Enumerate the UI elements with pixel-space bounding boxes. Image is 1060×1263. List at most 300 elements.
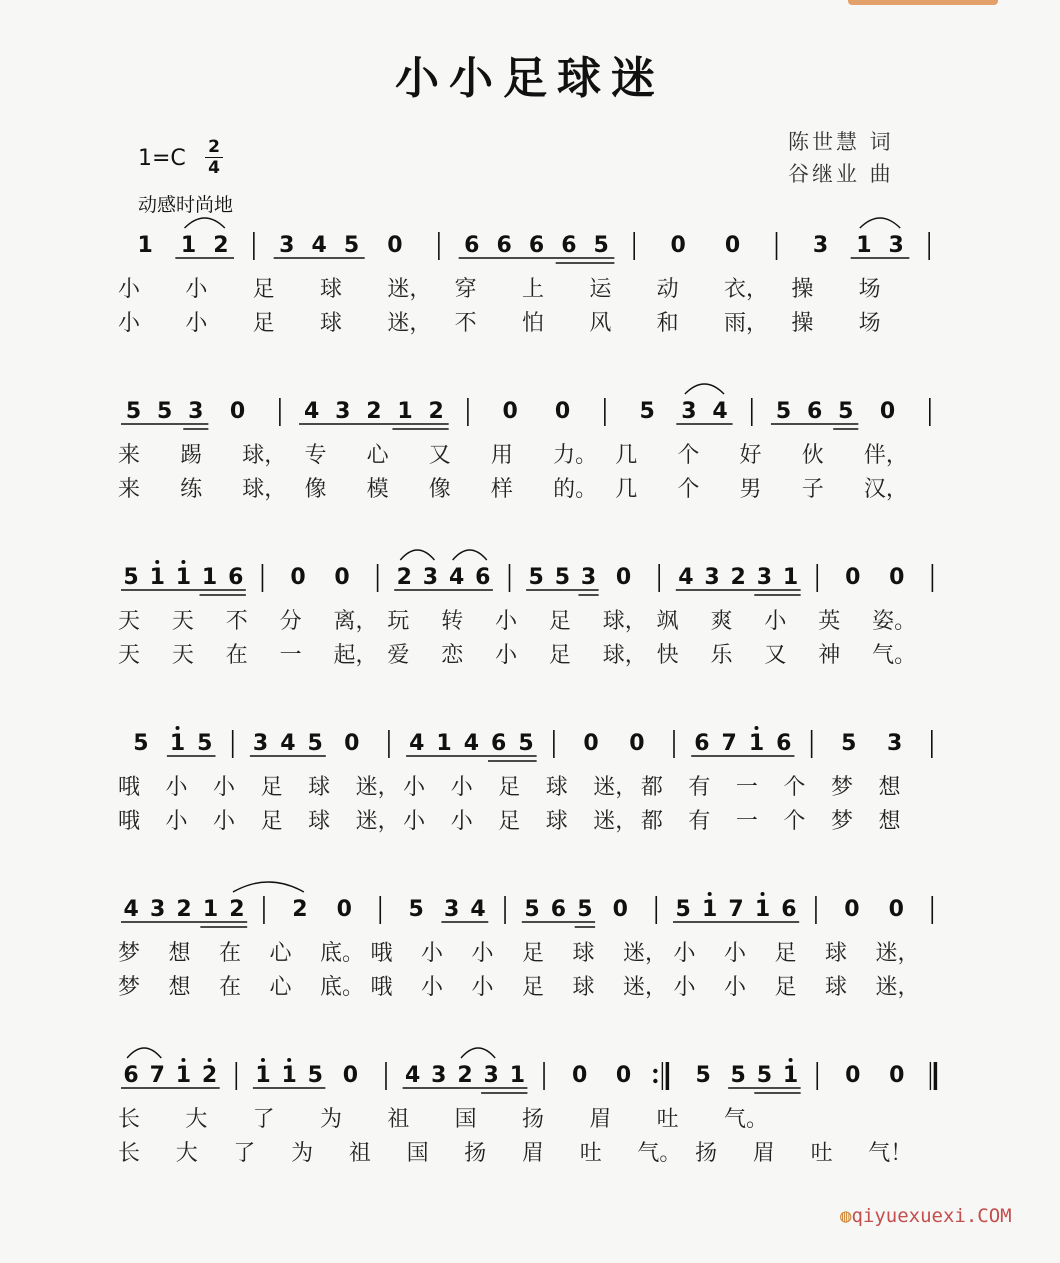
lyric-syllable: 一 <box>735 775 758 800</box>
note: 2 <box>428 399 444 424</box>
note: 2 <box>457 1063 473 1088</box>
note: 6 <box>228 565 244 590</box>
lyric-syllable: 扬 <box>464 1141 487 1166</box>
lyric-syllable: 专 <box>304 443 327 468</box>
lyric-syllable: 眉 <box>522 1141 545 1166</box>
high-octave-dot <box>261 1058 265 1062</box>
note: 2 <box>396 565 412 590</box>
lyric-syllable: 小 <box>185 277 208 302</box>
lyric-syllable: 梦 <box>830 809 853 834</box>
lyric-syllable: 天 <box>171 643 194 668</box>
lyric-syllable: 离， <box>333 609 378 634</box>
lyric-syllable: 球 <box>308 775 331 800</box>
lyric-syllable: 力。 <box>553 443 598 468</box>
lyric-syllable: 为 <box>320 1107 343 1132</box>
lyric-syllable: 操 <box>791 311 814 336</box>
high-octave-dot <box>208 1058 212 1062</box>
note: 1 <box>255 1063 271 1088</box>
lyric-syllable: 几 <box>615 477 638 502</box>
note: 0 <box>889 1063 905 1088</box>
lyric-syllable: 大 <box>175 1141 198 1166</box>
lyric-syllable: 上 <box>522 277 545 302</box>
note: 1 <box>397 399 413 424</box>
note: 2 <box>292 897 308 922</box>
note: 5 <box>593 233 609 258</box>
lyric-syllable: 动 <box>656 277 679 302</box>
lyric-syllable: 祖 <box>387 1107 410 1132</box>
lyric-syllable: 场 <box>858 311 881 336</box>
lyric-syllable: 个 <box>677 477 700 502</box>
note: 4 <box>280 731 296 756</box>
lyric-syllable: 气。 <box>724 1107 769 1132</box>
lyric-syllable: 小 <box>403 809 426 834</box>
lyric-syllable: 好 <box>739 443 762 468</box>
lyric-syllable: 足 <box>252 277 275 302</box>
note: 4 <box>448 565 465 590</box>
note: 4 <box>409 731 425 756</box>
tie-arc <box>233 882 304 892</box>
lyric-syllable: 模 <box>366 477 389 502</box>
lyric-syllable: 小 <box>471 941 494 966</box>
lyric-syllable: 迷， <box>355 775 400 800</box>
lyric-syllable: 恋 <box>441 643 464 668</box>
lyric-syllable: 分 <box>279 609 302 634</box>
note: 5 <box>133 731 149 756</box>
watermark <box>840 1205 1012 1227</box>
lyric-syllable: 子 <box>801 477 824 502</box>
note: 5 <box>408 897 424 922</box>
lyric-syllable: 小 <box>165 775 188 800</box>
watermark-text: qiyuexuexi.COM <box>851 1205 1012 1227</box>
high-octave-dot <box>176 726 180 730</box>
lyric-syllable: 球 <box>572 941 595 966</box>
lyric-syllable: 迷， <box>355 809 400 834</box>
note: 7 <box>721 731 737 756</box>
lyric-syllable: 都 <box>640 809 663 834</box>
lyric-syllable: 和 <box>656 311 679 336</box>
lyricist-credit: 陈世慧 词 <box>788 130 894 154</box>
lyric-syllable: 吐 <box>579 1141 602 1166</box>
lyric-syllable: 快 <box>656 643 679 668</box>
lyric-syllable: 小 <box>118 277 141 302</box>
lyric-syllable: 在 <box>219 941 242 966</box>
lyric-syllable: 小 <box>213 775 236 800</box>
high-octave-dot <box>789 1058 793 1062</box>
note: 5 <box>730 1063 746 1088</box>
note: 0 <box>612 897 628 922</box>
lyric-syllable: 天 <box>171 609 194 634</box>
lyric-syllable: 足 <box>260 809 283 834</box>
note: 1 <box>175 565 192 590</box>
lyric-syllable: 足 <box>548 643 571 668</box>
note: 2 <box>176 897 192 922</box>
lyric-syllable: 伴， <box>863 443 908 468</box>
note: 6 <box>475 565 491 590</box>
note: 5 <box>554 565 571 590</box>
note: 0 <box>554 399 571 424</box>
note: 4 <box>463 731 480 756</box>
lyric-syllable: 穿 <box>454 277 477 302</box>
note: 3 <box>681 399 697 424</box>
note: 1 <box>509 1063 526 1088</box>
note: 7 <box>149 1063 165 1088</box>
note: 5 <box>157 399 173 424</box>
lyric-syllable: 国 <box>454 1107 477 1132</box>
lyric-syllable: 个 <box>677 443 700 468</box>
repeat-dot <box>653 1079 657 1083</box>
lyric-syllable: 风 <box>589 311 612 336</box>
tie-arc <box>127 1048 161 1058</box>
lyric-syllable: 起， <box>333 643 378 668</box>
lyric-syllable: 天 <box>118 609 141 634</box>
lyric-syllable: 小 <box>724 975 747 1000</box>
lyric-syllable: 长 <box>118 1107 141 1132</box>
lyric-syllable: 小 <box>403 775 426 800</box>
lyric-syllable: 用 <box>490 443 513 468</box>
note: 4 <box>470 897 486 922</box>
note: 2 <box>213 233 229 258</box>
note: 5 <box>125 399 142 424</box>
note: 0 <box>629 731 645 756</box>
lyric-syllable: 足 <box>498 775 521 800</box>
lyric-syllable: 来 <box>118 443 141 468</box>
note: 0 <box>334 565 350 590</box>
note: 6 <box>464 233 480 258</box>
note: 6 <box>123 1063 139 1088</box>
note: 5 <box>518 731 534 756</box>
lyric-syllable: 像 <box>304 477 327 502</box>
lyric-syllable: 球， <box>602 643 647 668</box>
lyric-syllable: 迷， <box>387 311 432 336</box>
lyric-syllable: 像 <box>428 477 451 502</box>
note: 3 <box>422 565 439 590</box>
lyric-syllable: 小 <box>185 311 208 336</box>
lyric-syllable: 都 <box>640 775 663 800</box>
key-signature: 1=C <box>138 146 186 171</box>
note: 0 <box>845 1063 861 1088</box>
lyric-syllable: 迷， <box>623 975 668 1000</box>
note: 3 <box>812 233 829 258</box>
lyric-syllable: 小 <box>495 609 518 634</box>
note: 5 <box>675 897 691 922</box>
note: 2 <box>366 399 382 424</box>
note: 6 <box>776 731 792 756</box>
lyric-syllable: 吐 <box>656 1107 679 1132</box>
note: 6 <box>496 233 512 258</box>
note: 5 <box>524 897 540 922</box>
high-octave-dot <box>708 892 712 896</box>
note: 5 <box>756 1063 773 1088</box>
lyric-syllable: 哦 <box>118 775 141 800</box>
note: 0 <box>336 897 352 922</box>
note: 1 <box>137 233 153 258</box>
lyric-syllable: 球 <box>825 941 848 966</box>
note: 5 <box>841 731 857 756</box>
note: 1 <box>701 897 718 922</box>
song-title: 小小足球迷 <box>395 53 665 104</box>
lyric-syllable: 飒 <box>656 609 679 634</box>
note: 4 <box>123 897 139 922</box>
lyric-syllable: 足 <box>252 311 275 336</box>
lyric-syllable: 小 <box>471 975 494 1000</box>
note: 3 <box>756 565 773 590</box>
repeat-dot <box>653 1069 657 1073</box>
note: 1 <box>782 565 799 590</box>
lyric-syllable: 玩 <box>387 609 410 634</box>
lyric-syllable: 足 <box>260 775 283 800</box>
note: 5 <box>197 731 213 756</box>
lyric-syllable: 天 <box>118 643 141 668</box>
lyric-syllable: 怕 <box>522 311 545 336</box>
lyric-syllable: 转 <box>441 609 464 634</box>
note: 1 <box>856 233 872 258</box>
lyric-syllable: 球， <box>242 477 287 502</box>
note: 4 <box>303 399 320 424</box>
lyric-syllable: 足 <box>774 941 797 966</box>
note: 0 <box>387 233 403 258</box>
lyric-syllable: 足 <box>498 809 521 834</box>
lyric-syllable: 小 <box>165 809 188 834</box>
lyric-syllable: 足 <box>774 975 797 1000</box>
note: 5 <box>577 897 593 922</box>
high-octave-dot <box>287 1058 291 1062</box>
lyric-syllable: 小 <box>421 941 444 966</box>
lyric-syllable: 球 <box>320 277 343 302</box>
lyric-syllable: 个 <box>783 809 806 834</box>
note: 0 <box>342 1063 359 1088</box>
note: 0 <box>344 731 360 756</box>
note: 0 <box>615 565 632 590</box>
note: 6 <box>491 731 507 756</box>
lyric-syllable: 不 <box>225 609 248 634</box>
lyric-syllable: 在 <box>219 975 242 1000</box>
note: 5 <box>307 731 323 756</box>
high-octave-dot <box>181 1058 185 1062</box>
note: 0 <box>615 1063 632 1088</box>
lyric-syllable: 祖 <box>348 1141 371 1166</box>
lyric-syllable: 底。 <box>320 941 365 966</box>
lyric-syllable: 姿。 <box>872 609 917 634</box>
note: 6 <box>694 731 710 756</box>
note: 2 <box>201 1063 218 1088</box>
lyric-syllable: 样 <box>490 477 513 502</box>
lyric-syllable: 想 <box>168 941 191 966</box>
lyric-syllable: 练 <box>180 477 203 502</box>
lyric-syllable: 迷， <box>593 809 638 834</box>
note: 3 <box>252 731 269 756</box>
lyric-syllable: 足 <box>522 975 545 1000</box>
lyric-syllable: 眉 <box>752 1141 775 1166</box>
note: 3 <box>887 731 903 756</box>
note: 5 <box>695 1063 711 1088</box>
note: 1 <box>175 1063 192 1088</box>
note: 0 <box>571 1063 588 1088</box>
high-octave-dot <box>761 892 765 896</box>
note: 6 <box>781 897 797 922</box>
note: 3 <box>704 565 720 590</box>
lyric-syllable: 有 <box>688 775 711 800</box>
lyric-syllable: 又 <box>764 643 787 668</box>
lyric-syllable: 小 <box>421 975 444 1000</box>
lyric-syllable: 球 <box>545 809 568 834</box>
note: 0 <box>229 399 246 424</box>
lyric-syllable: 伙 <box>801 443 824 468</box>
note: 6 <box>806 399 823 424</box>
lyric-syllable: 为 <box>291 1141 314 1166</box>
note: 5 <box>838 399 854 424</box>
lyric-syllable: 球 <box>308 809 331 834</box>
lyric-syllable: 迷， <box>875 975 920 1000</box>
lyric-syllable: 扬 <box>522 1107 545 1132</box>
tie-arc <box>185 218 225 228</box>
lyric-syllable: 运 <box>589 277 612 302</box>
tie-arc <box>860 218 900 228</box>
lyric-syllable: 个 <box>783 775 806 800</box>
note: 1 <box>782 1063 799 1088</box>
lyric-syllable: 操 <box>791 277 814 302</box>
lyric-syllable: 小 <box>673 941 696 966</box>
lyric-syllable: 乐 <box>710 643 733 668</box>
note: 0 <box>889 565 905 590</box>
note: 1 <box>436 731 452 756</box>
note: 0 <box>845 565 861 590</box>
watermark-logo-icon: ◍ <box>840 1205 852 1227</box>
lyric-syllable: 球 <box>572 975 595 1000</box>
lyric-syllable: 想 <box>878 809 901 834</box>
tempo-marking: 动感时尚地 <box>138 194 234 216</box>
note: 1 <box>748 731 765 756</box>
lyric-syllable: 一 <box>279 643 302 668</box>
lyric-syllable: 气。 <box>872 643 917 668</box>
lyric-syllable: 气。 <box>637 1141 682 1166</box>
note: 4 <box>712 399 728 424</box>
lyric-syllable: 在 <box>225 643 248 668</box>
lyric-syllable: 球， <box>242 443 287 468</box>
lyric-syllable: 迷， <box>593 775 638 800</box>
lyric-syllable: 眉 <box>589 1107 612 1132</box>
lyric-syllable: 足 <box>548 609 571 634</box>
time-signature-top: 2 <box>208 137 220 157</box>
lyric-syllable: 小 <box>724 941 747 966</box>
note: 1 <box>201 565 218 590</box>
lyric-syllable: 迷， <box>387 277 432 302</box>
note: 5 <box>343 233 360 258</box>
note: 3 <box>431 1063 447 1088</box>
tie-arc <box>453 550 487 560</box>
note: 6 <box>550 897 567 922</box>
lyric-syllable: 哦 <box>370 975 393 1000</box>
lyric-syllable: 英 <box>818 609 841 634</box>
note: 1 <box>754 897 771 922</box>
lyric-syllable: 来 <box>118 477 141 502</box>
note: 0 <box>583 731 599 756</box>
lyric-syllable: 场 <box>858 277 881 302</box>
lyric-syllable: 衣， <box>724 277 769 302</box>
lyric-syllable: 想 <box>878 775 901 800</box>
note: 3 <box>279 233 295 258</box>
lyric-syllable: 心 <box>269 941 292 966</box>
lyric-syllable: 有 <box>688 809 711 834</box>
lyric-syllable: 一 <box>735 809 758 834</box>
note: 5 <box>307 1063 323 1088</box>
note: 3 <box>443 897 460 922</box>
note: 7 <box>728 897 744 922</box>
lyric-syllable: 底。 <box>320 975 365 1000</box>
note: 0 <box>724 233 741 258</box>
note: 5 <box>639 399 655 424</box>
lyric-syllable: 想 <box>168 975 191 1000</box>
lyric-syllable: 吐 <box>810 1141 833 1166</box>
lyric-syllable: 球 <box>320 311 343 336</box>
lyric-syllable: 汉， <box>863 477 908 502</box>
lyric-syllable: 梦 <box>118 941 141 966</box>
composer-credit: 谷继业 曲 <box>788 162 894 186</box>
lyric-syllable: 男 <box>739 477 762 502</box>
lyric-syllable: 小 <box>450 775 473 800</box>
lyric-syllable: 扬 <box>695 1141 718 1166</box>
high-octave-dot <box>754 726 758 730</box>
note: 3 <box>483 1063 499 1088</box>
note: 3 <box>580 565 597 590</box>
note: 1 <box>202 897 219 922</box>
lyric-syllable: 小 <box>213 809 236 834</box>
note: 4 <box>405 1063 421 1088</box>
lyric-syllable: 踢 <box>180 443 203 468</box>
lyric-syllable: 不 <box>454 311 477 336</box>
lyric-syllable: 神 <box>818 643 841 668</box>
note: 3 <box>188 399 204 424</box>
note: 6 <box>561 233 577 258</box>
tie-arc <box>461 1048 495 1058</box>
note: 1 <box>180 233 197 258</box>
note: 1 <box>281 1063 297 1088</box>
lyric-syllable: 了 <box>252 1107 275 1132</box>
lyric-syllable: 球 <box>825 975 848 1000</box>
high-octave-dot <box>181 560 185 564</box>
lyric-syllable: 小 <box>764 609 787 634</box>
lyric-syllable: 心 <box>366 443 389 468</box>
lyric-syllable: 又 <box>428 443 451 468</box>
lyric-syllable: 球， <box>602 609 647 634</box>
lyric-syllable: 迷， <box>875 941 920 966</box>
lyric-syllable: 迷， <box>623 941 668 966</box>
lyric-syllable: 大 <box>185 1107 208 1132</box>
note: 0 <box>844 897 860 922</box>
lyric-syllable: 小 <box>495 643 518 668</box>
note: 5 <box>123 565 139 590</box>
lyric-syllable: 球 <box>545 775 568 800</box>
lyric-syllable: 心 <box>269 975 292 1000</box>
note: 6 <box>528 233 545 258</box>
note: 2 <box>229 897 245 922</box>
lyric-syllable: 哦 <box>370 941 393 966</box>
high-octave-dot <box>155 560 159 564</box>
lyric-syllable: 梦 <box>830 775 853 800</box>
lyric-syllable: 国 <box>406 1141 429 1166</box>
lyric-syllable: 的。 <box>553 477 598 502</box>
note: 1 <box>149 565 165 590</box>
lyric-syllable: 长 <box>118 1141 141 1166</box>
tie-arc <box>400 550 434 560</box>
lyric-syllable: 爱 <box>387 643 410 668</box>
lyric-syllable: 了 <box>233 1141 256 1166</box>
note: 0 <box>879 399 896 424</box>
note: 5 <box>775 399 792 424</box>
note: 0 <box>670 233 686 258</box>
lyric-syllable: 小 <box>673 975 696 1000</box>
tie-arc <box>685 384 724 394</box>
note: 0 <box>888 897 904 922</box>
